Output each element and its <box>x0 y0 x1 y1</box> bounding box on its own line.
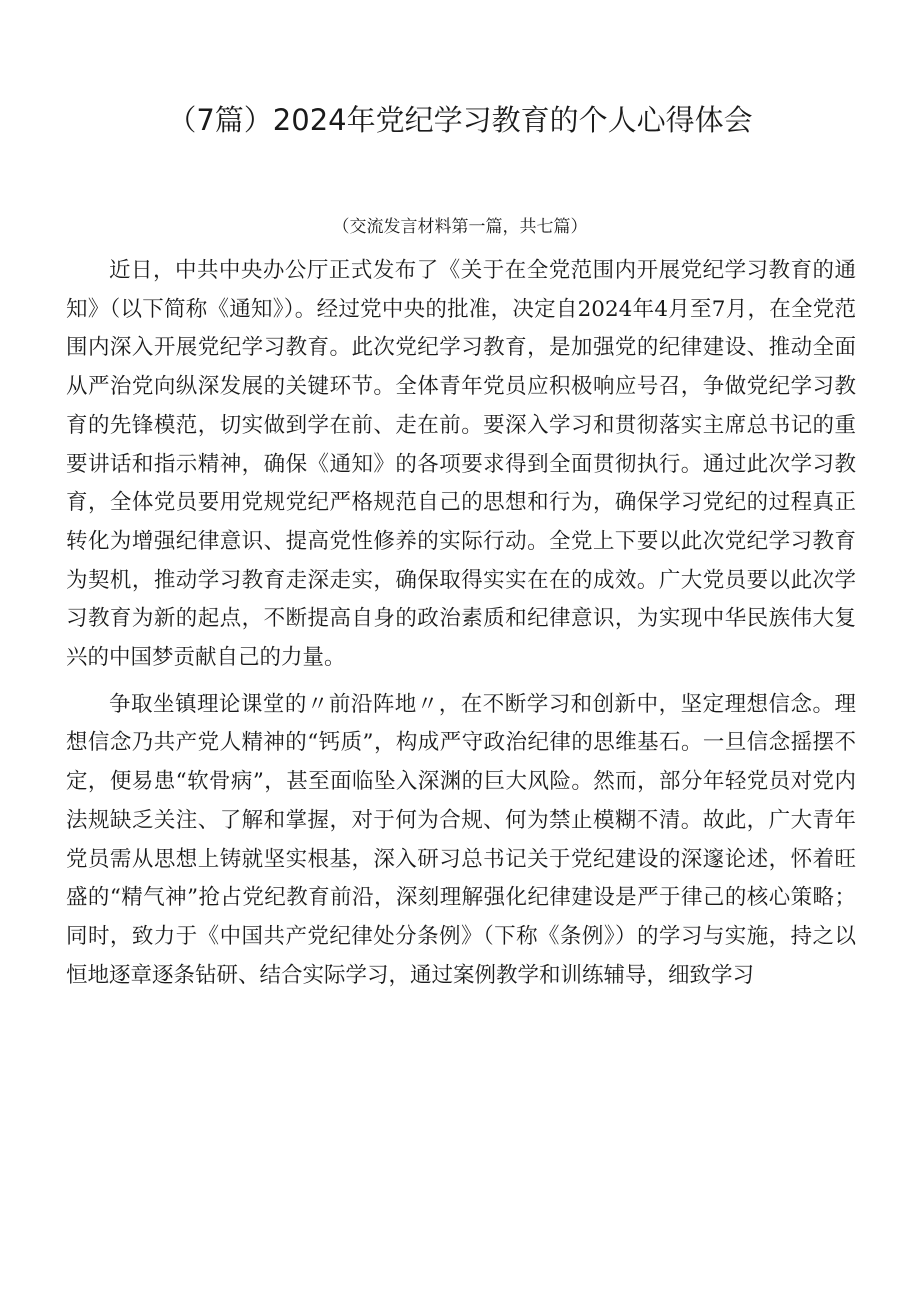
paragraph-2: 争取坐镇理论课堂的〃前沿阵地〃，在不断学习和创新中，坚定理想信念。理想信念乃共产党人精神的“钙质”，构成严守政治纪律的思维基石。一旦信念摇摆不定，便易患“软骨病”，甚至面临坠入深渊的巨大风险。然而，部分年轻党员对党内法规缺乏关注、了解和掌握，对于何为合规、何为禁止模糊不清。故此，广大青年党员需从思想上铸就坚实根基，深入研习总书记关于党纪建设的深邃论述，怀着旺盛的“精气神”抢占党纪教育前沿，深刻理解强化纪律建设是严于律己的核心策略；同时，致力于《中国共产党纪律处分条例》（下称《条例》）的学习与实施，持之以恒地逐章逐条钻研、结合实际学习，通过案例教学和训练辅导，细致学习 <box>66 691 856 988</box>
document-subtitle: （交流发言材料第一篇，共七篇） <box>332 217 588 237</box>
paragraph-1: 近日，中共中央办公厅正式发布了《关于在全党范围内开展党纪学习教育的通知》（以下简称《通知》）。经过党中央的批准，决定自2024年4月至7月，在全党范围内深入开展党纪学习教育。此次党纪学习教育，是加强党的纪律建设、推动全面从严治党向纵深发展的关键环节。全体青年党员应积极响应号召，争做党纪学习教育的先锋模范，切实做到学在前、走在前。要深入学习和贯彻落实主席总书记的重要讲话和指示精神，确保《通知》的各项要求得到全面贯彻执行。通过此次学习教育，全体党员要用党规党纪严格规范自己的思想和行为，确保学习党纪的过程真正转化为增强纪律意识、提高党性修养的实际行动。全党上下要以此次党纪学习教育为契机，推动学习教育走深走实，确保取得实实在在的成效。广大党员要以此次学习教育为新的起点，不断提高自身的政治素质和纪律意识，为实现中华民族伟大复兴的中国梦贡献自己的力量。 <box>66 258 856 671</box>
document-body <box>66 252 856 995</box>
document-title: （7篇）2024年党纪学习教育的个人心得体会 <box>167 103 753 137</box>
